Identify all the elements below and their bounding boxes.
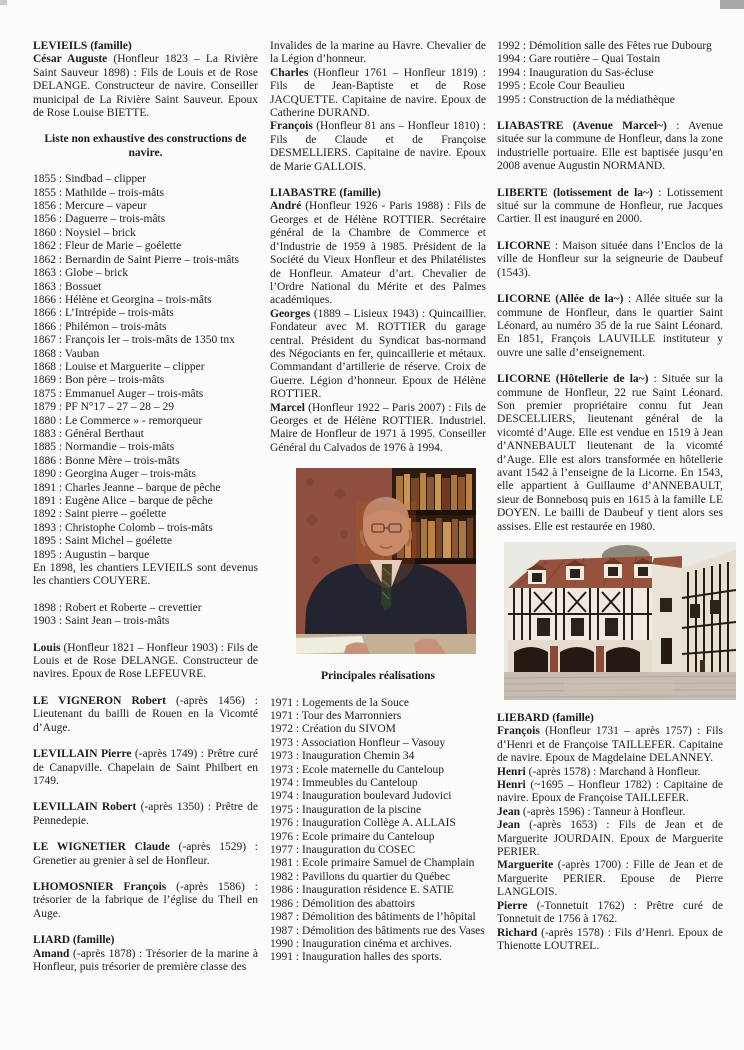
- list-item: 1860 : Noysiel – brick: [33, 226, 136, 239]
- entry-headword: Georges: [270, 307, 311, 320]
- list-item: 1903 : Saint Jean – trois-mâts: [33, 615, 170, 628]
- list-item: 1880 : Le Commerce » - remorqueur: [33, 414, 203, 427]
- realisations-list: [270, 697, 486, 965]
- entry-headword: Jean: [497, 819, 520, 832]
- entry-liebard-richard: Richard (-après 1578) : Fils d’Henri. Epoux de Thienotte LOUTREL.: [497, 926, 723, 952]
- list-item: 1971 : Tour des Marronniers: [270, 710, 402, 722]
- entry-le-wignetier: LE WIGNETIER Claude (-après 1529) : Grenetier au grenier à sel de Honfleur.: [33, 841, 258, 867]
- list-item: 1987 : Démolition des bâtiments rue des Vases: [270, 924, 485, 937]
- realisations-list-late: [497, 40, 723, 107]
- list-item: 1994 : Inauguration du Sas-écluse: [497, 66, 654, 79]
- list-item: 1977 : Inauguration du COSEC: [270, 844, 416, 857]
- realisations-title: Principales réalisations: [320, 670, 436, 683]
- entry-liard-charles: Charles (Honfleur 1761 – Honfleur 1819) : Fils de Jean-Baptiste et de Rose JACQUETTE. Capitaine de navire. Epoux de Catherine DURAND.: [270, 66, 486, 120]
- entry-headword: LE VIGNERON Robert: [33, 694, 166, 707]
- list-item: 1868 : Vauban: [33, 347, 100, 360]
- list-item: 1875 : Emmanuel Auger – trois-mâts: [33, 387, 204, 400]
- list-item: 1986 : Inauguration résidence E. SATIE: [270, 884, 454, 897]
- list-item: 1866 : L’Intrépide – trois-mâts: [33, 307, 174, 320]
- entry-headword: Henri: [497, 765, 526, 778]
- list-item: 1982 : Pavillons du quartier du Québec: [270, 870, 451, 883]
- entry-liard-francois: François (Honfleur 81 ans – Honfleur 1810) : Fils de Claude et de Françoise DESMELLIERS. Capitaine de navire. Epoux de Marie GALLOIS.: [270, 120, 486, 173]
- list-item: 1898 : Robert et Roberte – crevettier: [33, 601, 202, 614]
- list-item: 1863 : Globe – brick: [33, 267, 129, 280]
- entry-liebard-henri-1: Henri (-après 1578) : Marchand à Honfleur.: [497, 765, 701, 778]
- list-item: 1866 : Hélène et Georgina – trois-mâts: [33, 293, 212, 306]
- list-item: 1886 : Bonne Mère – trois-mâts: [33, 454, 180, 467]
- entry-liebard-jean-2: Jean (-après 1653) : Fils de Jean et de Marguerite JOURDAIN. Epoux de Marguerite PERIER.: [497, 819, 723, 859]
- family-heading-liabastre: LIABASTRE (famille): [270, 187, 381, 200]
- entry-liabastre-marcel: Marcel (Honfleur 1922 – Paris 2007) : Fils de Georges et de Hélène ROTTIER. Industriel. Maire de Honfleur de 1971 à 1995. Conseiller Général du Calvados de 1976 à 1994.: [270, 401, 486, 454]
- list-item: 1973 : Association Honfleur – Vasouy: [270, 736, 446, 749]
- list-item: 1869 : Bon père – trois-mâts: [33, 374, 165, 387]
- family-heading-liard: LIARD (famille): [33, 934, 115, 947]
- ship-list-title: Liste non exhaustive des constructions de navire.: [44, 133, 247, 159]
- list-item: 1987 : Démolition des bâtiments de l’hôpital: [270, 911, 476, 924]
- entry-headword: LIABASTRE (Avenue Marcel~): [497, 120, 667, 133]
- list-item: 1856 : Mercure – vapeur: [33, 200, 147, 213]
- list-item: 1972 : Création du SIVOM: [270, 723, 396, 736]
- entry-headword: LEVILLAIN Pierre: [33, 748, 132, 761]
- entry-liebard-jean-1: Jean (-après 1596) : Tanneur à Honfleur.: [497, 805, 686, 818]
- entry-headword: LICORNE (Hôtellerie de la~): [497, 373, 649, 386]
- entry-liebard-pierre: Pierre (-Tonnetuit 1762) : Prêtre curé de Tonnetuit de 1756 à 1762.: [497, 899, 723, 926]
- list-item: 1976 : Inauguration Collège A. ALLAIS: [270, 817, 456, 830]
- entry-le-vigneron: LE VIGNERON Robert (-après 1456) : Lieutenant du bailli de Rouen en la Vicomté d’Auge.: [33, 694, 258, 734]
- list-item: 1974 : Inauguration boulevard Judovici: [270, 790, 452, 803]
- entry-headword: François: [270, 120, 313, 133]
- entry-headword: Pierre: [497, 899, 528, 912]
- list-item: 1885 : Normandie – trois-mâts: [33, 441, 175, 454]
- list-item: 1995 : Construction de la médiathèque: [497, 93, 675, 106]
- entry-headword: François: [497, 725, 540, 738]
- entry-liabastre-andre: André (Honfleur 1926 - Paris 1988) : Fils de Georges et de Hélène ROTTIER. Secrétaire général de la Chambre de Commerce et d’Industrie de 1959 à 1985. Président de la Société du Vieux Honfleur et des Philatélistes de Honfleur. Amateur d’art. Chevalier de l’Ordre National du Mérite et des Palmes académiques.: [270, 200, 486, 307]
- list-item: 1895 : Augustin – barque: [33, 548, 150, 561]
- entry-headword: LICORNE (Allée de la~): [497, 293, 624, 306]
- list-item: 1890 : Georgina Auger – trois-mâts: [33, 468, 196, 481]
- list-item: 1855 : Mathilde – trois-mâts: [33, 186, 164, 199]
- list-item: 1891 : Eugène Alice – barque de pêche: [33, 495, 213, 507]
- entry-headword: Jean: [497, 805, 520, 818]
- entry-liard-amand: Amand (-après 1878) : Trésorier de la marine à Honfleur, puis trésorier de première classe des: [33, 947, 258, 973]
- list-item: 1863 : Bossuet: [33, 280, 102, 293]
- entry-levillain-pierre: LEVILLAIN Pierre (-après 1749) : Prêtre curé de Canapville. Chapelain de Saint Philbert en 1749.: [33, 748, 258, 787]
- entry-headword: Louis: [33, 641, 61, 654]
- entry-liabastre-georges: Georges (1889 – Lisieux 1943) : Quincaillier. Fondateur avec M. ROTTIER du garage central. Président du Syndicat bas-normand des Négociants en fer, quincaillerie et métaux. Commandant d’artillerie de réserve. Croix de Guerre. Légion d’honneur. Epoux de Hélène ROTTIER.: [270, 307, 486, 401]
- list-item: 1973 : Ecole maternelle du Canteloup: [270, 763, 445, 776]
- list-item: 1992 : Démolition salle des Fêtes rue Dubourg: [497, 40, 712, 52]
- entry-licorne-hotellerie: LICORNE (Hôtellerie de la~) : Située sur la commune de Honfleur, 22 rue Saint Léonard. Son premier propriétaire connu fut Jean DESCELLIERS, lieutenant général de la vicomté d’Auge. Elle est vendue en 1519 à Jean d’ANNEBAULT lieutenant de la vicomté d’Auge. Elle est alors transformée en hôtellerie avant 1542 à l’enseigne de la Licorne. En 1543, elle appartient à Guillaume d’ANNEBAULT, sieur de Bonnebosq puis en 1615 à la famille LE DOYEN. Le bailli de Daubeuf y tient alors ses assises. Elle est restaurée en 1980.: [497, 373, 723, 533]
- entry-licorne-allee: LICORNE (Allée de la~) : Allée située sur la commune de Honfleur, dans le quartier Saint Léonard, au numéro 35 de la rue Saint Léonard. En 1851, François LAUVILLE instituteur y ouvre une salle d’enseignement.: [497, 293, 723, 359]
- list-item: 1995 : Ecole Cour Beaulieu: [497, 80, 625, 93]
- ship-list: [33, 173, 258, 562]
- entry-levillain-robert: LEVILLAIN Robert (-après 1350) : Prêtre de Pennedepie.: [33, 801, 258, 827]
- entry-headword: LE WIGNETIER Claude: [33, 841, 170, 854]
- entry-liebard-henri-2: Henri (~1695 – Honfleur 1782) : Capitaine de navire. Epoux de Françoise TAILLEFER.: [497, 779, 723, 805]
- entry-licorne: LICORNE : Maison située dans l’Enclos de la ville de Honfleur sur la seigneurie de Daubeuf (1543).: [497, 239, 723, 279]
- scan-artifact: [0, 0, 7, 5]
- entry-liabastre-avenue: LIABASTRE (Avenue Marcel~) : Avenue située sur la commune de Honfleur, dans la zone industrielle portuaire. Elle est baptisée jusqu’en 2008 avenue Augustin NORMAND.: [497, 120, 723, 173]
- list-item: 1883 : Général Berthaut: [33, 427, 144, 440]
- entry-headword: LICORNE: [497, 239, 551, 252]
- entry-liard-continuation: Invalides de la marine au Havre. Chevalier de la Légion d’honneur.: [270, 40, 486, 66]
- entry-headword: César Auguste: [33, 53, 108, 66]
- entry-headword: Charles: [270, 66, 309, 79]
- list-item: 1895 : Saint Michel – goélette: [33, 535, 172, 548]
- entry-liberte-lotissement: LIBERTE (lotissement de la~) : Lotissement situé sur la commune de Honfleur, rue Jacques Cartier. Il est inauguré en 2000.: [497, 186, 723, 226]
- entry-cesar-auguste: César Auguste (Honfleur 1823 – La Rivière Saint Sauveur 1898) : Fils de Louis et de Rose DELANGE. Constructeur de navire. Conseiller municipal de La Rivière Saint Sauveur. Epoux de Rose Louise BIETTE.: [33, 53, 258, 120]
- list-item: 1856 : Daguerre – trois-mâts: [33, 213, 166, 226]
- list-item: 1891 : Charles Jeanne – barque de pêche: [33, 481, 221, 494]
- list-item: 1866 : Philémon – trois-mâts: [33, 320, 167, 333]
- list-item: 1991 : Inauguration halles des sports.: [270, 951, 442, 964]
- list-item: 1892 : Saint pierre – goélette: [33, 508, 167, 521]
- entry-headword: LIBERTE (lotissement de la~): [497, 186, 653, 199]
- list-item: 1971 : Logements de la Souce: [270, 696, 409, 709]
- entry-lhomosnier: LHOMOSNIER François (-après 1586) : trésorier de la fabrique de l’église du Theil en Auge.: [33, 880, 258, 920]
- list-item: 1981 : Ecole primaire Samuel de Champlain: [270, 857, 475, 870]
- list-item: 1862 : Fleur de Marie – goélette: [33, 240, 182, 253]
- family-heading-liebard: LIEBARD (famille): [497, 712, 594, 724]
- ship-list-late: [33, 602, 258, 629]
- entry-headword: Marcel: [270, 401, 305, 414]
- entry-headword: Marguerite: [497, 859, 554, 872]
- entry-louis: Louis (Honfleur 1821 – Honfleur 1903) : Fils de Louis et de Rose DELANGE. Constructeur de navires. Epoux de Rose LEFEUVRE.: [33, 641, 258, 681]
- entry-headword: LEVILLAIN Robert: [33, 801, 137, 814]
- list-item: 1855 : Sindbad – clipper: [33, 173, 147, 186]
- column-middle: [270, 40, 486, 965]
- list-item: 1990 : Inauguration cinéma et archives.: [270, 937, 453, 950]
- list-item: 1975 : Inauguration de la piscine: [270, 803, 422, 816]
- list-item: 1986 : Démolition des abattoirs: [270, 897, 416, 910]
- portrait-photo-marcel-liabastre: [296, 468, 476, 654]
- family-heading-levieils: LEVIEILS (famille): [33, 40, 132, 52]
- list-item: 1879 : PF N°17 – 27 – 28 – 29: [33, 401, 175, 414]
- entry-headword: Henri: [497, 779, 526, 792]
- column-right: [497, 40, 723, 966]
- entry-headword: LHOMOSNIER François: [33, 880, 167, 893]
- list-item: 1973 : Inauguration Chemin 34: [270, 750, 415, 763]
- photo-hotellerie-licorne: [504, 542, 736, 700]
- list-item: 1976 : Ecole primaire du Canteloup: [270, 830, 435, 843]
- list-item: 1868 : Louise et Marguerite – clipper: [33, 360, 205, 373]
- entry-headword: André: [270, 200, 302, 213]
- list-item: 1994 : Gare routière – Quai Tostain: [497, 53, 661, 66]
- list-item: 1974 : Immeubles du Canteloup: [270, 777, 418, 790]
- entry-liebard-francois: François (Honfleur 1731 – après 1757) : Fils d’Henri et de Françoise TAILLEFER. Capitaine de navire. Epoux de Magdelaine DELANNEY.: [497, 725, 723, 765]
- entry-liebard-marguerite: Marguerite (-après 1700) : Fille de Jean et de Marguerite PERIER. Epouse de Pierre LANGLOIS.: [497, 859, 723, 899]
- entry-headword: Amand: [33, 947, 70, 960]
- ship-list-note: En 1898, les chantiers LEVIEILS sont devenus les chantiers COUYERE.: [33, 562, 258, 588]
- list-item: 1893 : Christophe Colomb – trois-mâts: [33, 521, 213, 534]
- list-item: 1867 : François Ier – trois-mâts de 1350 tnx: [33, 334, 235, 347]
- column-left: [33, 40, 258, 987]
- scan-artifact: [720, 0, 744, 9]
- entry-headword: Richard: [497, 926, 538, 939]
- list-item: 1862 : Bernardin de Saint Pierre – trois-mâts: [33, 253, 240, 266]
